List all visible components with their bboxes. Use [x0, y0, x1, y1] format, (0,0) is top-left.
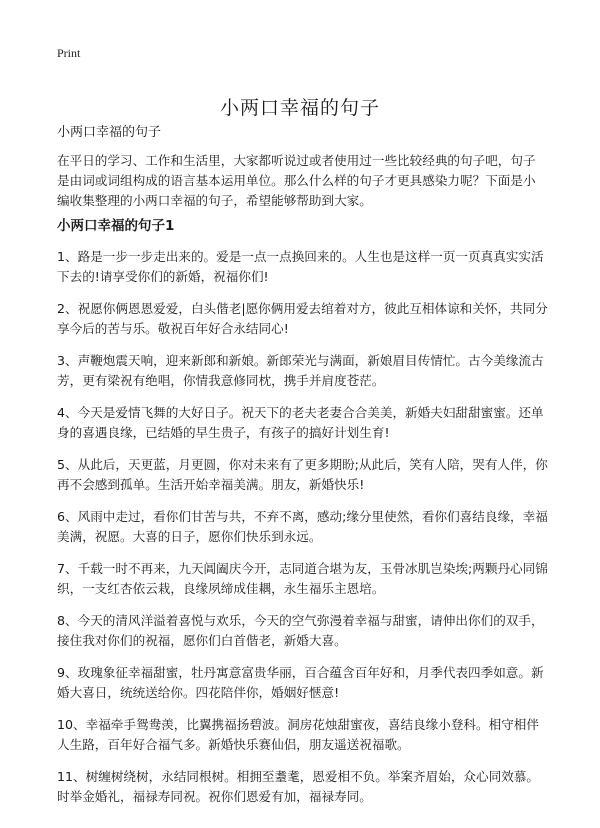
section-heading: 小两口幸福的句子1: [57, 218, 175, 234]
list-item: 8、今天的清风洋溢着喜悦与欢乐，今天的空气弥漫着幸福与甜蜜，请伸出你们的双手，接住我对你们的祝福，愿你们白首偕老，新婚大喜。: [57, 613, 544, 648]
list-item: 2、祝愿你俩恩恩爱爱，白头偕老|愿你俩用爱去绾着对方，彼此互相体谅和关怀，共同分享今后的苦与乐。敬祝百年好合永结同心!: [57, 301, 548, 336]
print-label[interactable]: Print: [57, 46, 81, 60]
list-item: 5、从此后，天更蓝，月更圆，你对未来有了更多期盼;从此后，笑有人陪，哭有人伴，你再不会感到孤单。生活开始幸福美满。朋友，新婚快乐!: [57, 457, 548, 492]
intro-paragraph: 在平日的学习、工作和生活里，大家都听说过或者使用过一些比较经典的句子吧，句子是由词或词组构成的语言基本运用单位。那么什么样的句子才更具感染力呢？下面是小编收集整理的小两口幸福的句子，希望能够帮助到大家。: [57, 153, 536, 208]
list-item: 10、幸福牵手鸳鸯羡，比翼携福扬碧波。洞房花烛甜蜜夜，喜结良缘小登科。相守相伴人生路，百年好合福气多。新婚快乐赛仙侣，朋友遥送祝福歌。: [57, 717, 539, 752]
document-subtitle: 小两口幸福的句子: [57, 125, 162, 140]
list-item: 3、声鞭炮震天响，迎来新郎和新娘。新郎荣光与满面，新娘眉目传情忙。古今美缘流古芳，更有梁祝有绝唱，你情我意修同枕，携手并肩度苍茫。: [57, 353, 544, 388]
list-item: 6、风雨中走过，看你们甘苦与共，不弃不离，感动;缘分里使然，看你们喜结良缘，幸福美满，祝愿。大喜的日子，愿你们快乐到永远。: [57, 509, 548, 544]
list-item: 11、树缠树绕树，永结同根树。相拥至耋耄，恩爱相不负。举案齐眉始，众心同效慕。时举金婚礼，福禄寿同祝。祝你们恩爱有加，福禄寿同。: [57, 769, 539, 804]
list-item: 1、路是一步一步走出来的。爱是一点一点换回来的。人生也是这样一页一页真真实实活下去的!请享受你们的新婚，祝福你们!: [57, 249, 544, 284]
document-title: 小两口幸福的句子: [219, 96, 380, 119]
sentence-list: [57, 247, 549, 819]
list-item: 7、千载一时不再来，九天阊阖庆今开，志同道合堪为友，玉骨冰肌岂染埃;两颗丹心同锦织，一支红杏依云栽，良缘夙缔成佳耦，永生福乐主恩培。: [57, 561, 548, 596]
list-item: 9、玫瑰象征幸福甜蜜，牡丹寓意富贵华丽，百合蕴含百年好和，月季代表四季如意。新婚大喜日，统统送给你。四花陪伴你，婚姻好惬意!: [57, 665, 544, 700]
list-item: 4、今天是爱情飞舞的大好日子。祝天下的老夫老妻合合美美，新婚夫妇甜甜蜜蜜。还单身的喜遇良缘，已结婚的早生贵子，有孩子的搞好计划生育!: [57, 405, 544, 440]
